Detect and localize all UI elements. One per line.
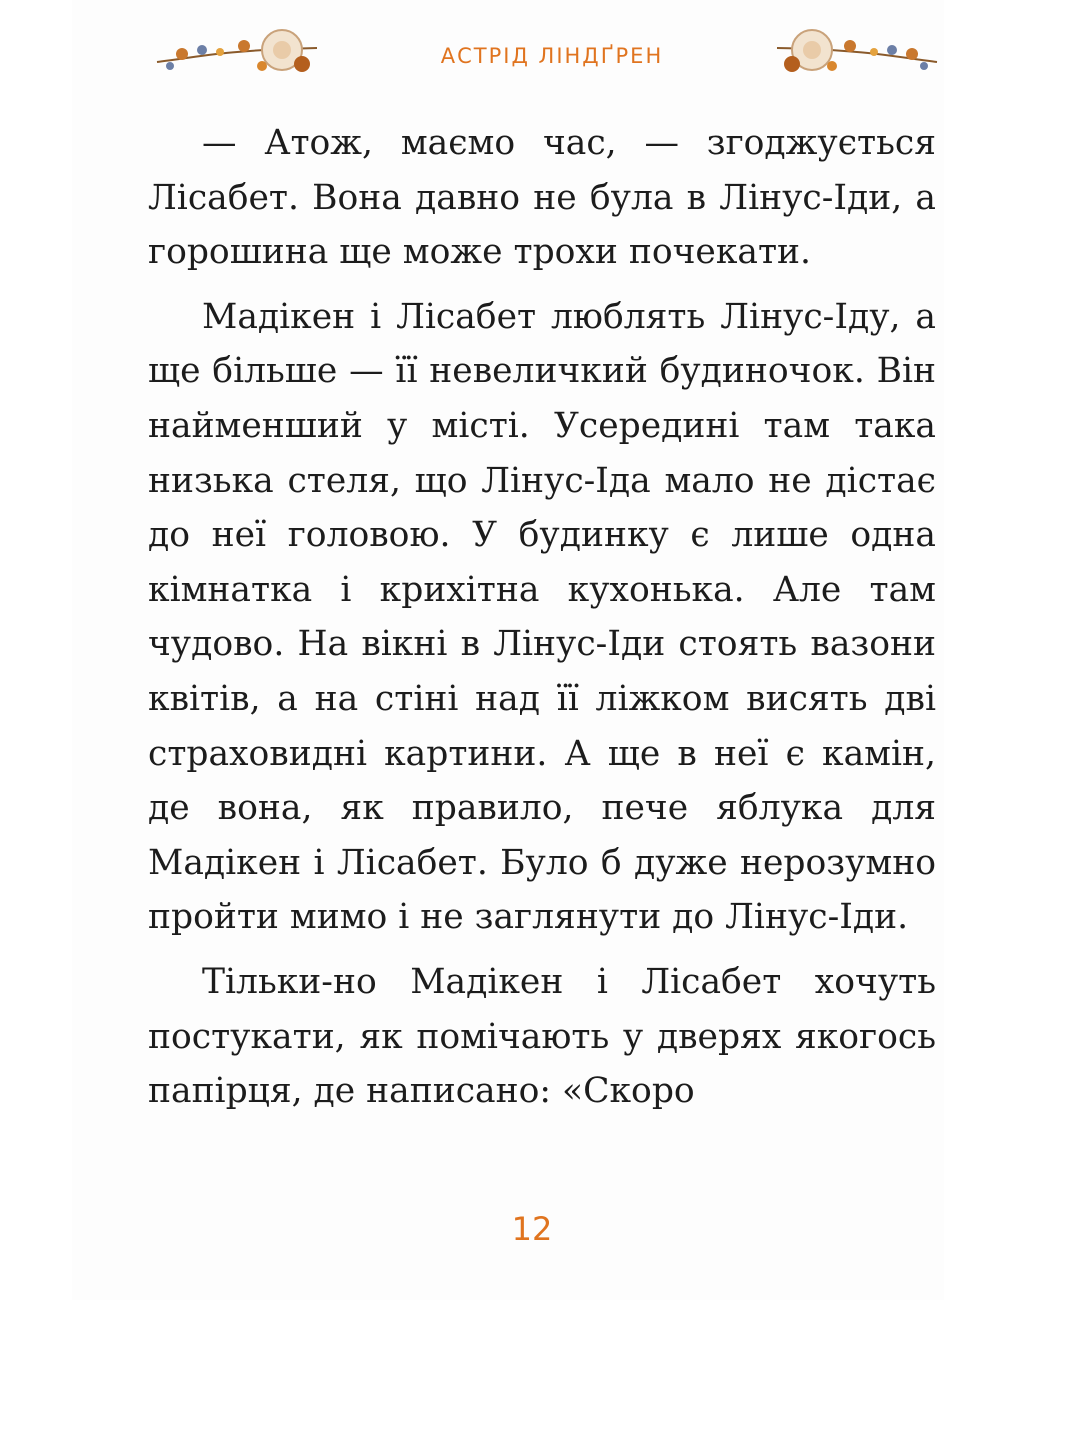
page-header [72,14,944,84]
paragraph: Мадікен і Лісабет люблять Лінус-Іду, а ще більше — її невеличкий будиночок. Він найменший у місті. Усередині там така низька стеля, що Лінус-Іда мало не дістає до неї головою. У будинку є лише одна кімнатка і крихітна кухонька. Але там чудово. На вікні в Лінус-Іди стоять вазони квітів, а на стіні над її ліжком висять дві страховидні картини. А ще в неї є камін, де вона, як правило, пече яблука для Мадікен і Лісабет. Було б дуже нерозумно пройти мимо і не заглянути до Лінус-Іди. [148,296,936,938]
body-text [148,116,936,1129]
floral-ornament-right-icon [772,20,942,80]
floral-ornament-left-icon [152,20,322,80]
page-number: 12 [511,1210,553,1248]
paragraph: — Атож, маємо час, — згоджується Лісабет. Вона давно не була в Лінус-Іди, а горошина ще може трохи почекати. [148,123,936,273]
running-title: АСТРІД ЛІНДҐРЕН [440,44,664,68]
paragraph: Тільки-но Мадікен і Лісабет хочуть постукати, як помічають у дверях якогось папірця, де написано: «Скоро [148,961,936,1112]
book-page [72,0,944,1300]
